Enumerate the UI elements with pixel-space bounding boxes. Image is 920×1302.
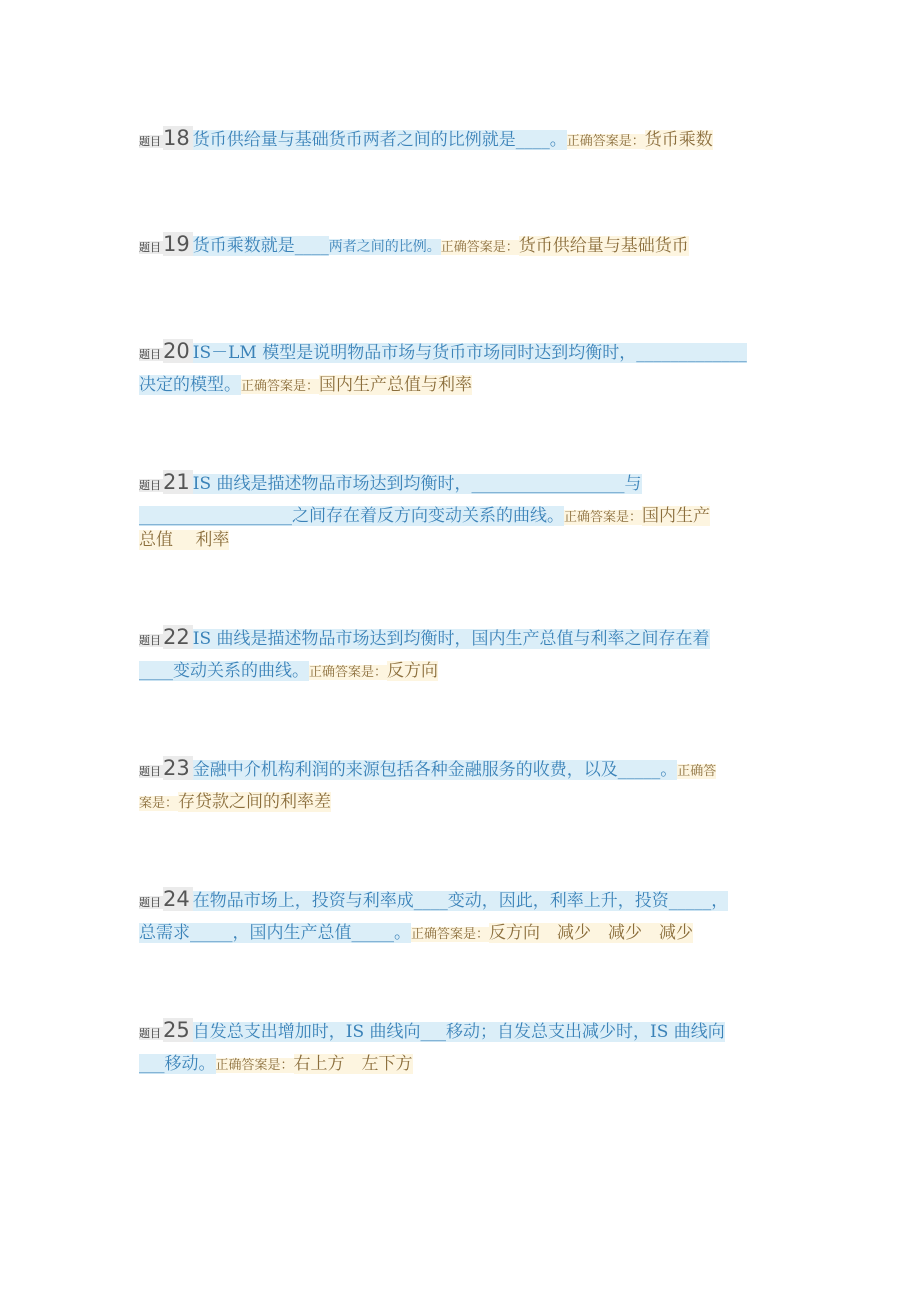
question-text: __________________之间存在着反方向变动关系的曲线。: [139, 506, 564, 526]
question-number: 25: [163, 1018, 193, 1042]
question-text: IS 曲线是描述物品市场达到均衡时，__________________与: [192, 474, 642, 494]
answer-text: 右上方 左下方: [293, 1054, 413, 1074]
question-text: 在物品市场上，投资与利率成____变动，因此，利率上升，投资_____，: [192, 891, 729, 911]
answer-label: 正确答案是：: [215, 1058, 294, 1073]
answer-label: 正确答案是：: [309, 665, 388, 680]
question-number: 21: [163, 470, 193, 494]
question-20: [139, 334, 789, 402]
question-24: [139, 882, 789, 950]
answer-label: 正确答案是：: [411, 927, 490, 942]
answer-label: 正确答案是：: [564, 510, 643, 525]
question-number: 19: [163, 232, 193, 256]
question-text: 货币乘数就是____: [192, 236, 329, 256]
question-text: 自发总支出增加时，IS 曲线向___移动；自发总支出减少时，IS 曲线向: [192, 1022, 725, 1042]
answer-text: 货币乘数: [644, 130, 713, 150]
question-number: 22: [163, 625, 193, 649]
answer-label: 正确答案是：: [241, 379, 320, 394]
answer-text: 国内生产: [642, 506, 711, 526]
answer-label: 正确答: [677, 764, 717, 779]
question-number: 20: [163, 339, 193, 363]
question-text: 总需求_____，国内生产总值_____。: [139, 923, 411, 943]
question-text: 货币供给量与基础货币两者之间的比例就是____。: [192, 130, 567, 150]
question-22: [139, 620, 789, 688]
question-label: 题目: [139, 479, 161, 492]
question-number: 23: [163, 756, 193, 780]
question-label: 题目: [139, 241, 161, 254]
answer-text: 反方向: [387, 661, 439, 681]
question-text: IS 曲线是描述物品市场达到均衡时，国内生产总值与利率之间存在着: [192, 629, 710, 649]
question-text: ____变动关系的曲线。: [139, 661, 309, 681]
question-text: ___移动。: [139, 1054, 216, 1074]
question-25: [139, 1013, 789, 1081]
question-label: 题目: [139, 896, 161, 909]
question-text: IS－LM 模型是说明物品市场与货币市场同时达到均衡时，_____________: [192, 343, 747, 363]
question-number: 24: [163, 887, 193, 911]
question-label: 题目: [139, 765, 161, 778]
question-18: [139, 121, 789, 155]
question-21: [139, 465, 789, 557]
question-label: 题目: [139, 135, 161, 148]
answer-text: 货币供给量与基础货币: [518, 236, 689, 256]
question-text-small: 两者之间的比例。: [328, 239, 441, 255]
question-text: 决定的模型。: [139, 375, 241, 395]
question-23: [139, 751, 789, 819]
answer-label: 案是：: [139, 796, 179, 811]
question-label: 题目: [139, 1027, 161, 1040]
answer-text: 总值 利率: [139, 530, 230, 550]
question-text: 金融中介机构利润的来源包括各种金融服务的收费，以及_____。: [192, 760, 678, 780]
answer-label: 正确答案是：: [566, 134, 645, 149]
question-label: 题目: [139, 634, 161, 647]
question-19: [139, 227, 789, 261]
answer-text: 反方向 减少 减少 减少: [489, 923, 694, 943]
answer-text: 国内生产总值与利率: [319, 375, 473, 395]
answer-label: 正确答案是：: [440, 240, 519, 255]
question-label: 题目: [139, 348, 161, 361]
answer-text: 存贷款之间的利率差: [178, 792, 332, 812]
question-number: 18: [163, 126, 193, 150]
